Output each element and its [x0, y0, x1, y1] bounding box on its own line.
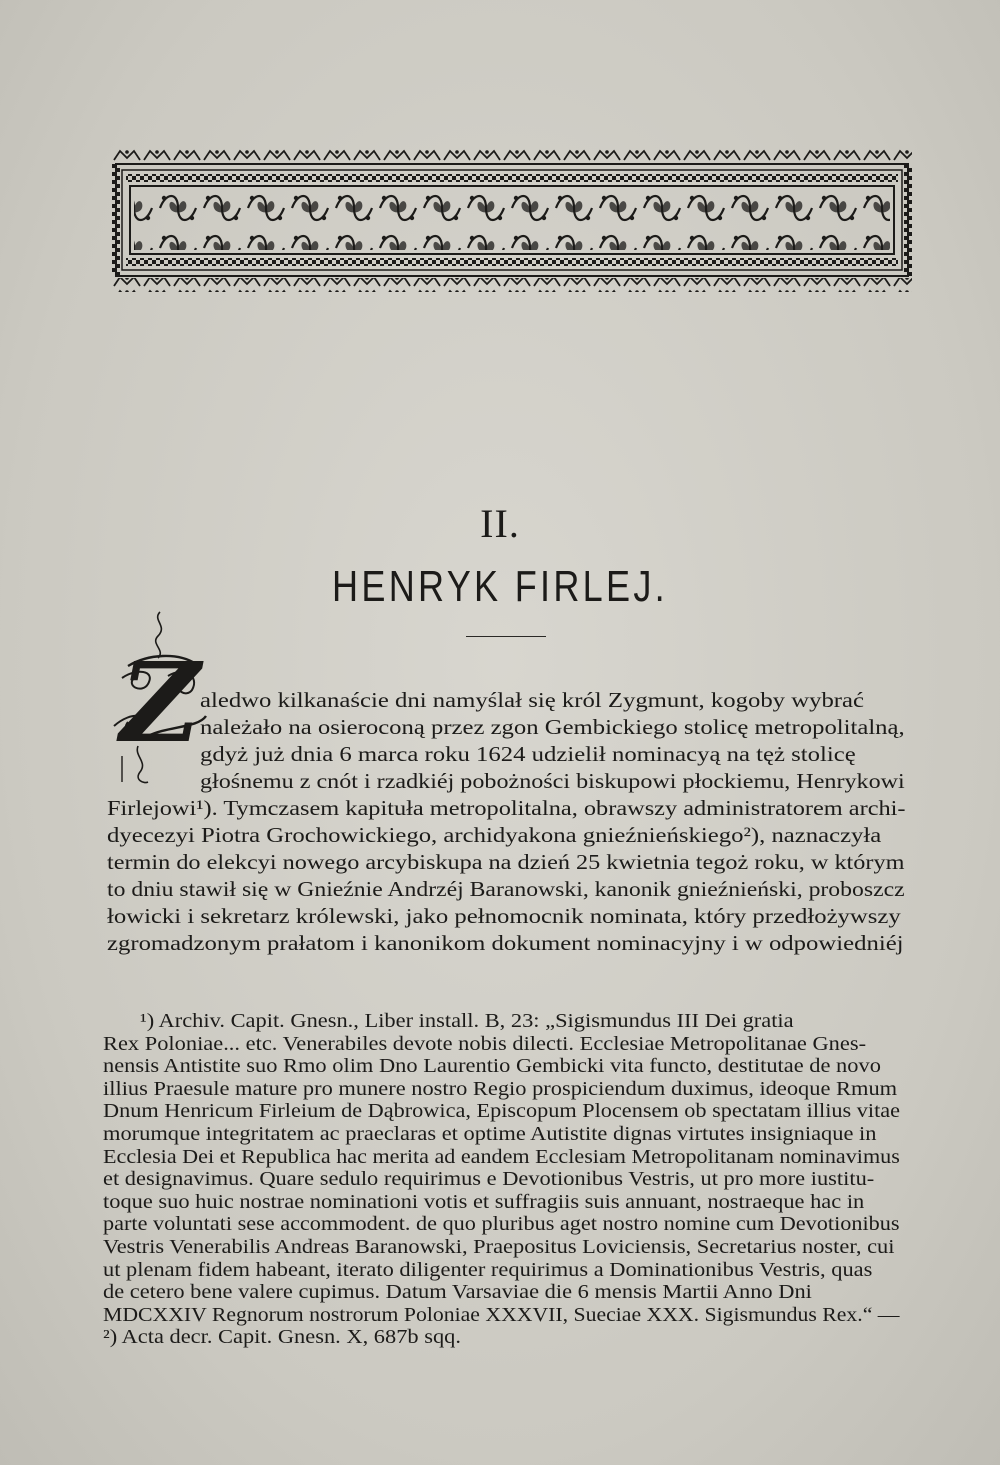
footnote-line: ut plenam fidem habeant, iterato diligenter requirimus a Dominationibus Vestris, quas	[103, 1259, 873, 1281]
footnote-line: de cetero bene valere cupimus. Datum Varsaviae die 6 mensis Martii Anno Dni	[103, 1282, 812, 1304]
body-line: należało na osieroconą przez zgon Gembickiego stolicę metropolitalną,	[200, 715, 905, 739]
footnote-line: Vestris Venerabilis Andreas Baranowski, Praepositus Loviciensis, Secretarius noster, cui	[103, 1237, 895, 1258]
footnote-line: ²) Acta decr. Capit. Gnesn. X, 687b sqq.	[103, 1327, 461, 1349]
body-line: zgromadzonym prałatom i kanonikom dokument nominacyjny i w odpowiedniéj	[107, 931, 904, 955]
footnote-line: nensis Antistite suo Rmo olim Dno Laurentio Gembicki vita functo, destitutae de novo	[103, 1056, 881, 1078]
footnote-line: parte voluntati sese accommodent. de quo pluribus aget nostro nomine cum Devotionibus	[103, 1214, 900, 1236]
footnote-line: Ecclesia Dei et Republica hac merita ad eandem Ecclesiam Metropolitanam nominavimus	[103, 1146, 900, 1168]
footnote-line: Rex Poloniae... etc. Venerabiles devote nobis dilecti. Ecclesiae Metropolitanae Gnes-	[103, 1033, 867, 1055]
body-line: dyecezyi Piotra Grochowickiego, archidyakona gnieźnieńskiego²), naznaczyła	[107, 823, 882, 847]
footnote-line: MDCXXIV Regnorum nostrorum Poloniae XXXVII, Sueciae XXX. Sigismundus Rex.“ —	[103, 1304, 900, 1326]
chapter-title: HENRYK FIRLEJ.	[332, 562, 668, 611]
chapter-number: II.	[480, 501, 520, 546]
footnote-line: morumque integritatem ac praeclaras et optime Autistite dignas virtutes insigniaque in	[103, 1124, 877, 1145]
body-line: aledwo kilkanaście dni namyślał się król Zygmunt, kogoby wybrać	[200, 688, 864, 712]
body-line: to dniu stawił się w Gnieźnie Andrzéj Baranowski, kanonik gnieźnieński, proboszcz	[107, 877, 905, 901]
body-line: głośnemu z cnót i rzadkiéj pobożności biskupowi płockiemu, Henrykowi	[200, 769, 905, 793]
drop-cap-letter: Z	[120, 638, 201, 767]
footnote-line: toque suo huic nostrae nominationi votis et suffragiis suis annuant, nostraeque hac in	[103, 1191, 865, 1213]
body-line: łowicki i sekretarz królewski, jako pełnomocnik nominata, który przedłożywszy	[107, 904, 901, 928]
body-line: termin do elekcyi nowego arcybiskupa na dzień 25 kwietnia tegoż roku, w którym	[107, 850, 905, 874]
body-line: Firlejowi¹). Tymczasem kapituła metropolitalna, obrawszy administratorem archi-	[107, 796, 906, 820]
body-line: gdyż już dnia 6 marca roku 1624 udzielił nominacyą na tęż stolicę	[200, 742, 856, 766]
title-divider	[466, 636, 546, 637]
footnote-line: Dnum Henricum Firleium de Dąbrowica, Episcopum Plocensem ob spectatam illius vitae	[103, 1101, 901, 1123]
footnote-line: illius Praesule mature pro munere nostro Regio prospiciendum duximus, ideoque Rmum	[103, 1078, 898, 1100]
footnote-line: ¹) Archiv. Capit. Gnesn., Liber install. B, 23: „Sigismundus III Dei gratia	[140, 1011, 794, 1032]
ornamental-header-band	[112, 148, 912, 292]
footnote-line: et designavimus. Quare sedulo requirimus e Devotionibus Vestris, ut pro more iustitu-	[103, 1169, 875, 1191]
